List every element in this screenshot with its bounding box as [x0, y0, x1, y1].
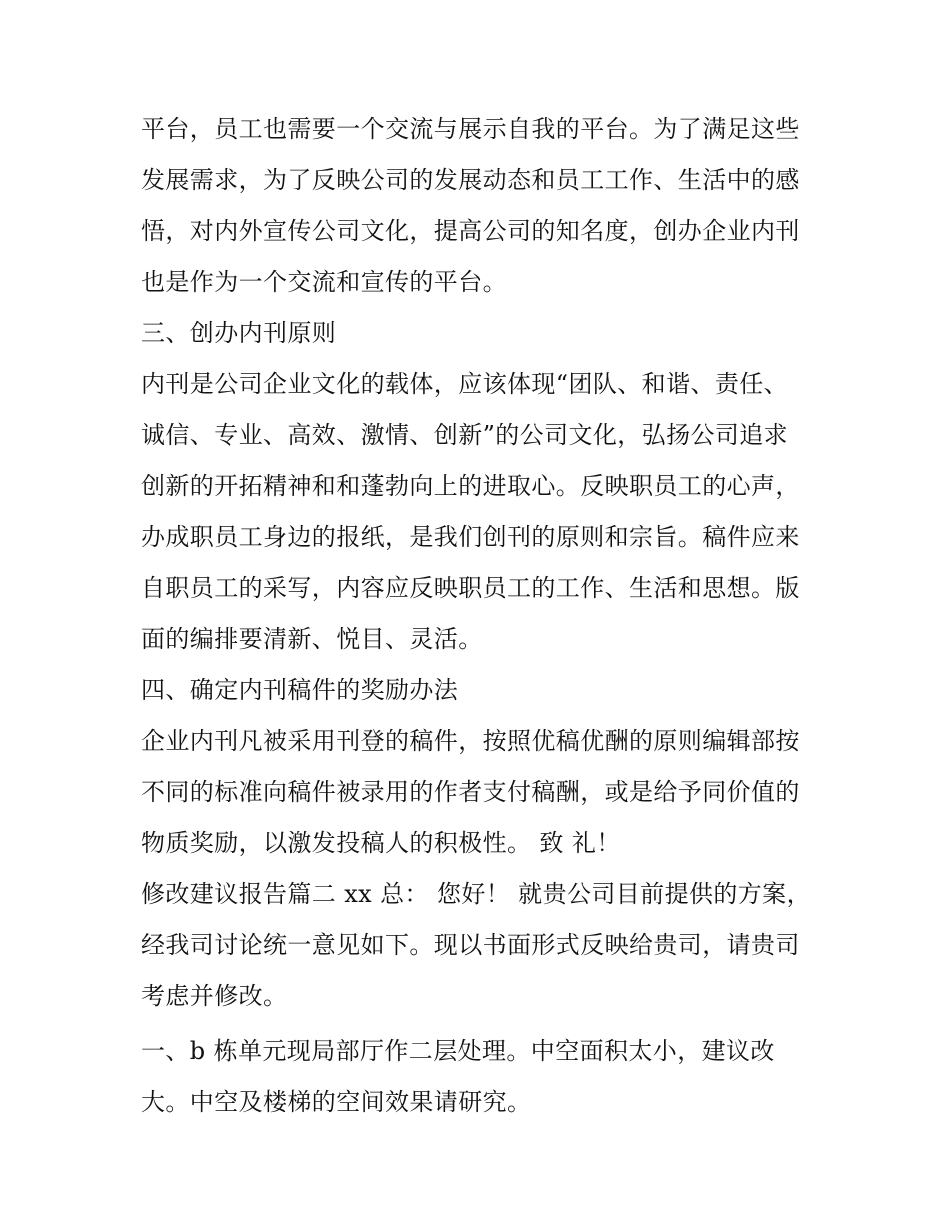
text-line: 办成职员工身边的报纸，是我们创刊的原则和宗旨。稿件应来 [141, 523, 800, 551]
text-line: 不同的标准向稿件被录用的作者支付稿酬，或是给予同价值的 [141, 778, 800, 806]
document-body [141, 104, 821, 1128]
section-heading: 四、确定内刊稿件的奖励办法 [141, 676, 459, 704]
text-line: 大。中空及楼梯的空间效果请研究。 [141, 1088, 532, 1116]
text-line: 诚信、专业、高效、激情、创新”的公司文化，弘扬公司追求 [141, 421, 789, 449]
text-line: 悟，对内外宣传公司文化，提高公司的知名度，创办企业内刊 [141, 217, 800, 245]
text-line: 物质奖励，以激发投稿人的积极性。 致 礼！ [141, 829, 621, 857]
text-line: 内刊是公司企业文化的载体，应该体现“团队、和谐、责任、 [141, 370, 789, 398]
text-line: 发展需求，为了反映公司的发展动态和员工工作、生活中的感 [141, 166, 800, 194]
text-line: 也是作为一个交流和宣传的平台。 [141, 268, 507, 296]
section-heading: 三、创办内刊原则 [141, 319, 337, 347]
text-line: 面的编排要清新、悦目、灵活。 [141, 625, 483, 653]
text-line: 修改建议报告篇二 xx 总： 您好！ 就贵公司目前提供的方案， [141, 880, 811, 908]
text-line: 自职员工的采写，内容应反映职员工的工作、生活和思想。版 [141, 574, 800, 602]
text-line: 考虑并修改。 [141, 982, 288, 1010]
text-line: 一、b 栋单元现局部厅作二层处理。中空面积太小，建议改 [141, 1037, 775, 1065]
text-line: 创新的开拓精神和和蓬勃向上的进取心。反映职员工的心声， [141, 472, 800, 500]
text-line: 企业内刊凡被采用刊登的稿件，按照优稿优酬的原则编辑部按 [141, 727, 800, 755]
text-line: 平台，员工也需要一个交流与展示自我的平台。为了满足这些 [141, 115, 800, 143]
text-line: 经我司讨论统一意见如下。现以书面形式反映给贵司，请贵司 [141, 931, 800, 959]
